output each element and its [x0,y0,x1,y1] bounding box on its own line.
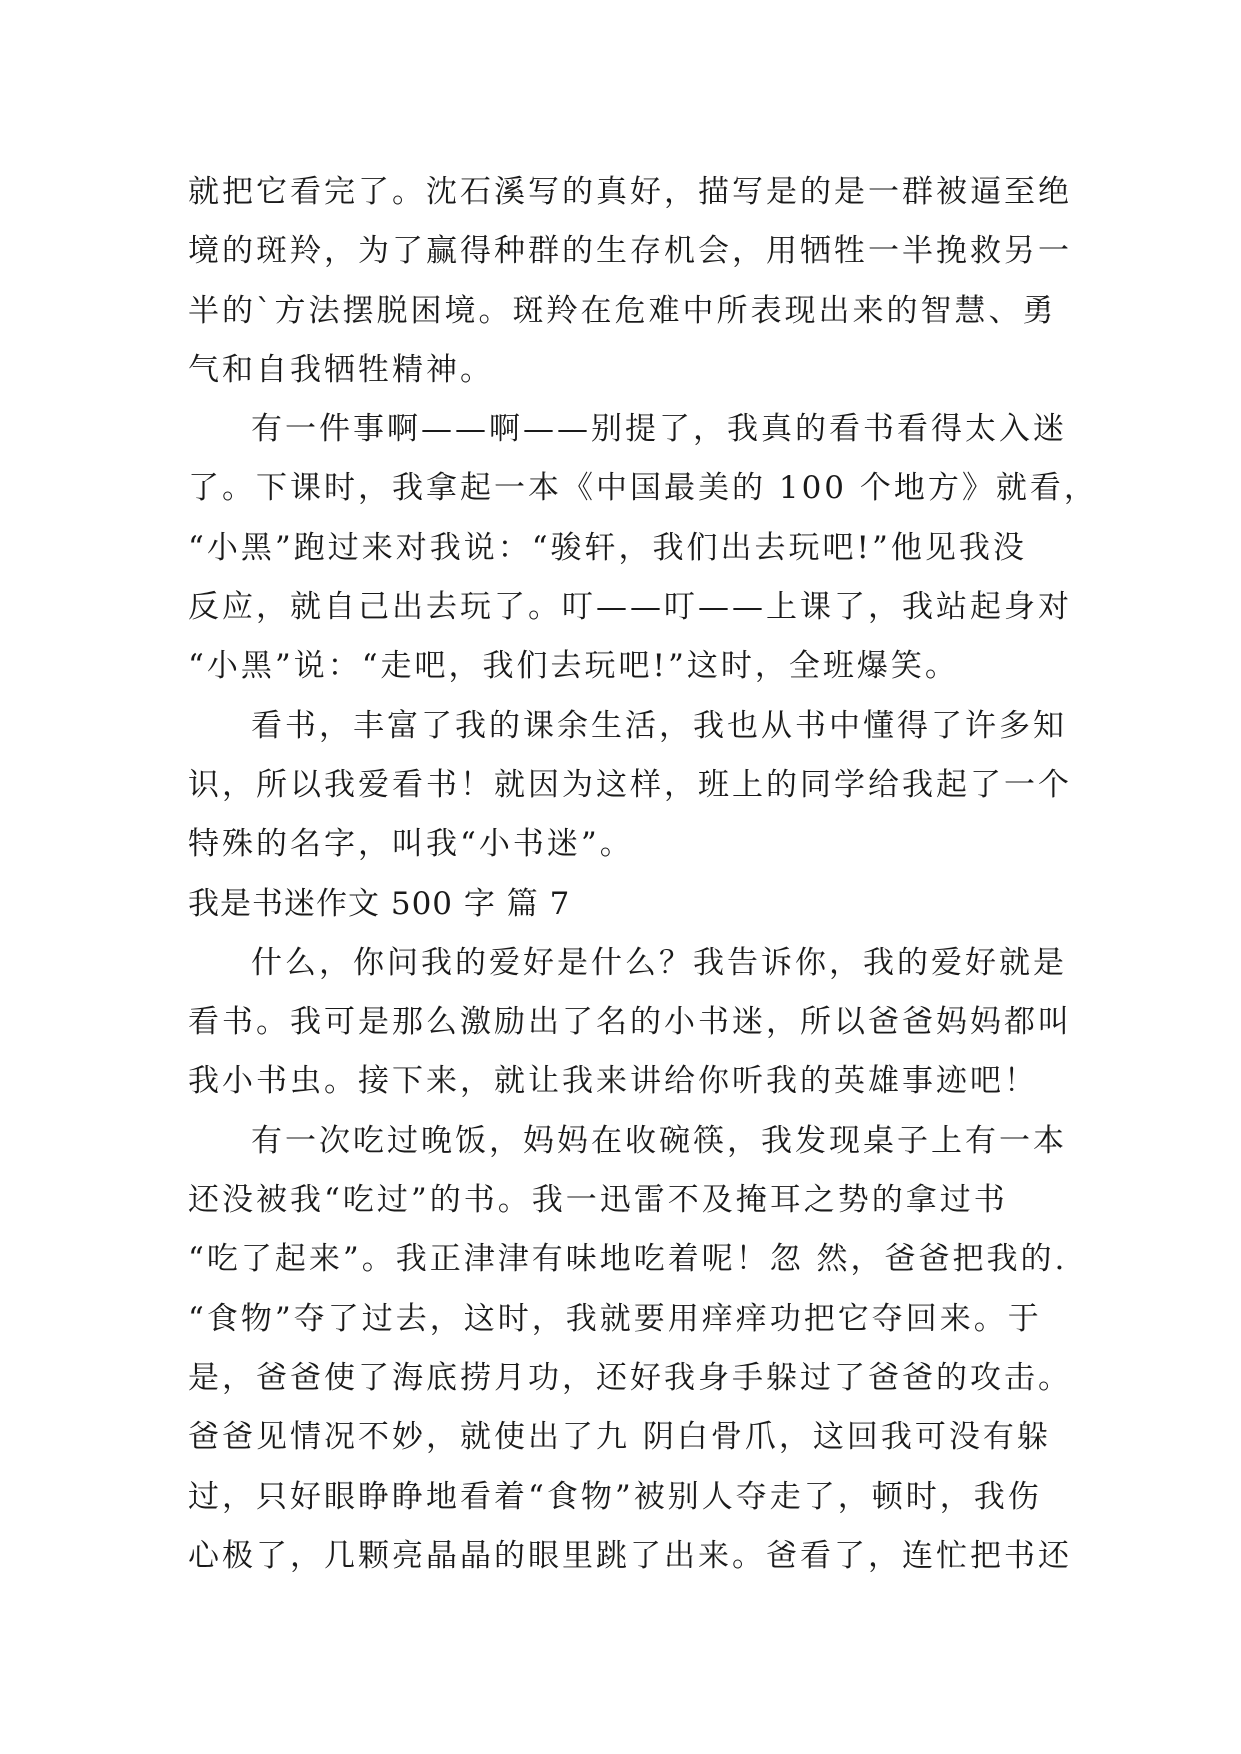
text-line: 我小书虫。接下来，就让我来讲给你听我的英雄事迹吧！ [188,1063,1038,1100]
text-line: 过，只好眼睁睁地看着“食物”被别人夺走了，顿时，我伤 [188,1478,1042,1515]
text-line: 境的斑羚，为了赢得种群的生存机会，用牺牲一半挽救另一 [188,233,1072,270]
text-line: 看书。我可是那么激励出了名的小书迷，所以爸爸妈妈都叫 [188,1004,1072,1041]
text-line: “吃了起来”。我正津津有味地吃着呢！忽 然，爸爸把我的. [188,1241,1068,1278]
text-line: 气和自我牺牲精神。 [188,351,494,388]
text-line: “小黑”跑过来对我说：“骏轩，我们出去玩吧!”他见我没 [188,529,1027,566]
text-line: 是，爸爸使了海底捞月功，还好我身手躲过了爸爸的攻击。 [188,1359,1072,1396]
text-line: 识，所以我爱看书！就因为这样，班上的同学给我起了一个 [188,766,1072,803]
text-line: 就把它看完了。沈石溪写的真好，描写是的是一群被逼至绝 [188,174,1072,210]
paragraph-first-line: 看书，丰富了我的课余生活，我也从书中懂得了许多知 [251,707,1067,744]
text-line: 爸爸见情况不妙，就使出了九 阴白骨爪，这回我可没有躲 [188,1419,1051,1456]
text-line: “小黑”说：“走吧，我们去玩吧!”这时，全班爆笑。 [188,648,959,685]
text-line: “食物”夺了过去，这时，我就要用痒痒功把它夺回来。于 [188,1300,1042,1337]
paragraph-first-line: 什么，你问我的爱好是什么？我告诉你，我的爱好就是 [251,944,1067,981]
text-line: 了。下课时，我拿起一本《中国最美的 100 个地方》就看， [188,470,1098,507]
paragraph-first-line: 有一次吃过晚饭，妈妈在收碗筷，我发现桌子上有一本 [251,1122,1067,1159]
document-body [188,163,1098,1586]
paragraph-first-line: 有一件事啊——啊——别提了，我真的看书看得太入迷 [251,411,1067,448]
section-heading: 我是书迷作文 500 字 篇 7 [188,885,571,922]
text-line: 特殊的名字，叫我“小书迷”。 [188,826,634,863]
text-line: 反应，就自己出去玩了。叮——叮——上课了，我站起身对 [188,589,1072,626]
text-line: 半的`方法摆脱困境。斑羚在危难中所表现出来的智慧、勇 [188,292,1057,329]
text-line: 心极了，几颗亮晶晶的眼里跳了出来。爸看了，连忙把书还 [188,1537,1072,1574]
text-line: 还没被我“吃过”的书。我一迅雷不及掩耳之势的拿过书 [188,1182,1008,1219]
